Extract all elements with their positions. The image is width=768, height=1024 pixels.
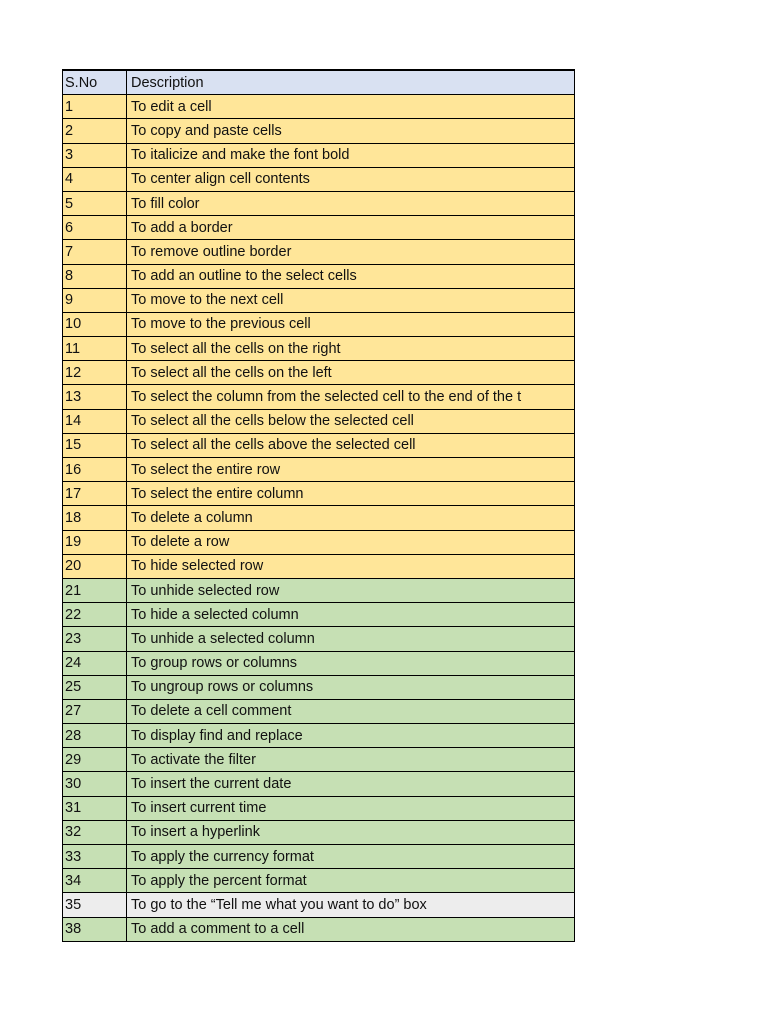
cell-description[interactable]: To delete a cell comment: [127, 699, 575, 723]
cell-sno[interactable]: 1: [63, 95, 127, 119]
table-row: [63, 361, 575, 385]
table-row: [63, 264, 575, 288]
cell-description[interactable]: To group rows or columns: [127, 651, 575, 675]
cell-sno[interactable]: 15: [63, 433, 127, 457]
cell-description[interactable]: To remove outline border: [127, 240, 575, 264]
table-row: [63, 530, 575, 554]
table-row: [63, 216, 575, 240]
cell-sno[interactable]: 29: [63, 748, 127, 772]
table-row: [63, 772, 575, 796]
cell-sno[interactable]: 4: [63, 167, 127, 191]
table-body: [63, 95, 575, 942]
cell-description[interactable]: To select all the cells below the selected cell: [127, 409, 575, 433]
cell-sno[interactable]: 34: [63, 869, 127, 893]
cell-description[interactable]: To unhide a selected column: [127, 627, 575, 651]
cell-sno[interactable]: 16: [63, 458, 127, 482]
cell-sno[interactable]: 5: [63, 191, 127, 215]
cell-description[interactable]: To select all the cells on the right: [127, 337, 575, 361]
cell-description[interactable]: To center align cell contents: [127, 167, 575, 191]
table-row: [63, 893, 575, 917]
cell-sno[interactable]: 30: [63, 772, 127, 796]
cell-sno[interactable]: 14: [63, 409, 127, 433]
table-row: [63, 167, 575, 191]
cell-sno[interactable]: 27: [63, 699, 127, 723]
cell-sno[interactable]: 31: [63, 796, 127, 820]
cell-description[interactable]: To activate the filter: [127, 748, 575, 772]
cell-description[interactable]: To go to the “Tell me what you want to do” box: [127, 893, 575, 917]
table-row: [63, 845, 575, 869]
cell-sno[interactable]: 20: [63, 554, 127, 578]
cell-sno[interactable]: 2: [63, 119, 127, 143]
cell-description[interactable]: To hide selected row: [127, 554, 575, 578]
cell-sno[interactable]: 23: [63, 627, 127, 651]
table-row: [63, 337, 575, 361]
cell-description[interactable]: To fill color: [127, 191, 575, 215]
cell-sno[interactable]: 21: [63, 578, 127, 602]
header-description[interactable]: Description: [127, 70, 575, 95]
cell-sno[interactable]: 12: [63, 361, 127, 385]
cell-sno[interactable]: 17: [63, 482, 127, 506]
header-sno[interactable]: S.No: [63, 70, 127, 95]
cell-description[interactable]: To move to the previous cell: [127, 312, 575, 336]
table-row: [63, 506, 575, 530]
table-row: [63, 603, 575, 627]
table-row: [63, 651, 575, 675]
cell-description[interactable]: To insert the current date: [127, 772, 575, 796]
table-row: [63, 675, 575, 699]
cell-sno[interactable]: 22: [63, 603, 127, 627]
cell-sno[interactable]: 9: [63, 288, 127, 312]
cell-description[interactable]: To hide a selected column: [127, 603, 575, 627]
table-row: [63, 724, 575, 748]
cell-description[interactable]: To apply the currency format: [127, 845, 575, 869]
table-row: [63, 820, 575, 844]
cell-description[interactable]: To select the column from the selected cell to the end of the t: [127, 385, 575, 409]
cell-description[interactable]: To move to the next cell: [127, 288, 575, 312]
cell-description[interactable]: To display find and replace: [127, 724, 575, 748]
table-row: [63, 869, 575, 893]
table-row: [63, 578, 575, 602]
table-row: [63, 385, 575, 409]
cell-sno[interactable]: 19: [63, 530, 127, 554]
table-row: [63, 796, 575, 820]
cell-description[interactable]: To edit a cell: [127, 95, 575, 119]
cell-sno[interactable]: 35: [63, 893, 127, 917]
table-row: [63, 699, 575, 723]
table-row: [63, 312, 575, 336]
table-row: [63, 554, 575, 578]
cell-description[interactable]: To insert a hyperlink: [127, 820, 575, 844]
shortcuts-table: [62, 69, 575, 942]
cell-description[interactable]: To insert current time: [127, 796, 575, 820]
table-row: [63, 458, 575, 482]
cell-description[interactable]: To select all the cells above the selected cell: [127, 433, 575, 457]
cell-sno[interactable]: 11: [63, 337, 127, 361]
cell-sno[interactable]: 6: [63, 216, 127, 240]
cell-description[interactable]: To italicize and make the font bold: [127, 143, 575, 167]
table-row: [63, 119, 575, 143]
cell-sno[interactable]: 13: [63, 385, 127, 409]
cell-description[interactable]: To delete a column: [127, 506, 575, 530]
cell-sno[interactable]: 32: [63, 820, 127, 844]
cell-description[interactable]: To add an outline to the select cells: [127, 264, 575, 288]
cell-description[interactable]: To copy and paste cells: [127, 119, 575, 143]
cell-sno[interactable]: 8: [63, 264, 127, 288]
table-row: [63, 191, 575, 215]
cell-description[interactable]: To add a comment to a cell: [127, 917, 575, 941]
table-row: [63, 95, 575, 119]
cell-sno[interactable]: 10: [63, 312, 127, 336]
table-row: [63, 748, 575, 772]
cell-sno[interactable]: 24: [63, 651, 127, 675]
cell-sno[interactable]: 33: [63, 845, 127, 869]
cell-sno[interactable]: 3: [63, 143, 127, 167]
cell-description[interactable]: To select the entire row: [127, 458, 575, 482]
table-row: [63, 917, 575, 941]
table-row: [63, 627, 575, 651]
cell-sno[interactable]: 18: [63, 506, 127, 530]
table-row: [63, 143, 575, 167]
cell-description[interactable]: To select all the cells on the left: [127, 361, 575, 385]
table-row: [63, 433, 575, 457]
table-row: [63, 240, 575, 264]
cell-sno[interactable]: 38: [63, 917, 127, 941]
cell-description[interactable]: To ungroup rows or columns: [127, 675, 575, 699]
cell-description[interactable]: To add a border: [127, 216, 575, 240]
table-row: [63, 409, 575, 433]
table-row: [63, 288, 575, 312]
cell-description[interactable]: To select the entire column: [127, 482, 575, 506]
cell-sno[interactable]: 28: [63, 724, 127, 748]
cell-description[interactable]: To delete a row: [127, 530, 575, 554]
cell-sno[interactable]: 25: [63, 675, 127, 699]
cell-description[interactable]: To apply the percent format: [127, 869, 575, 893]
table-row: [63, 482, 575, 506]
cell-description[interactable]: To unhide selected row: [127, 578, 575, 602]
header-row: [63, 70, 575, 95]
cell-sno[interactable]: 7: [63, 240, 127, 264]
